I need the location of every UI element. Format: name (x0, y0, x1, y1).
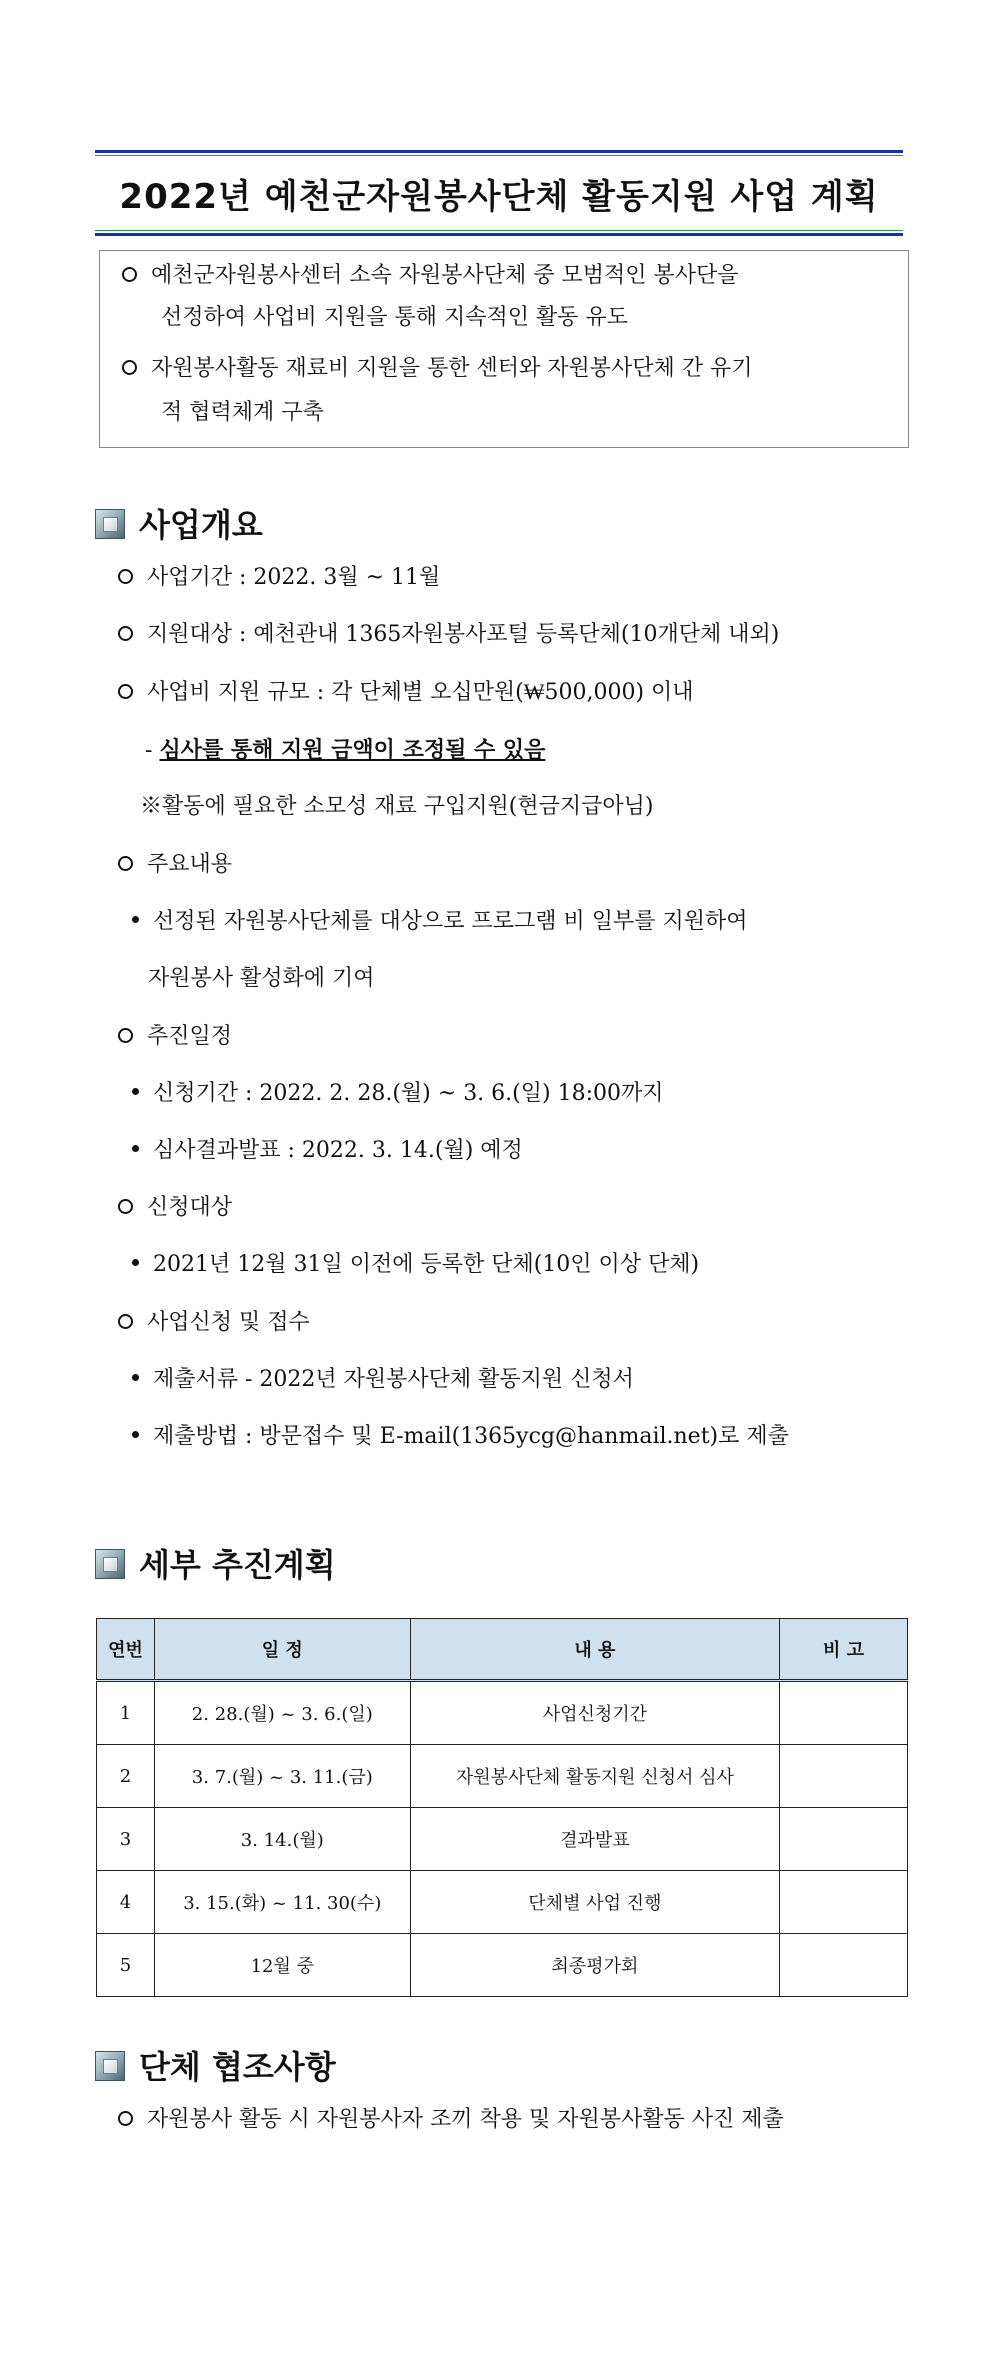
table-cell: 2 (97, 1745, 155, 1808)
table-header-cell: 비 고 (780, 1619, 908, 1681)
table-row (97, 1934, 908, 1997)
overview-applicant-heading: 신청대상 (118, 1193, 232, 1223)
overview-submit-heading: 사업신청 및 접수 (118, 1308, 310, 1338)
overview-submit-docs: 제출서류 - 2022년 자원봉사단체 활동지원 신청서 (132, 1365, 634, 1395)
table-header-cell: 내 용 (410, 1619, 779, 1681)
dot-bullet-icon (132, 1259, 139, 1266)
table-header-cell: 일 정 (154, 1619, 410, 1681)
table-cell: 1 (97, 1681, 155, 1745)
circle-bullet-icon (118, 626, 133, 641)
table-cell: 단체별 사업 진행 (410, 1871, 779, 1934)
circle-bullet-icon (118, 856, 133, 871)
table-cell: 결과발표 (410, 1808, 779, 1871)
table-header-row (97, 1619, 908, 1681)
title-box (95, 150, 903, 236)
table-cell: 자원봉사단체 활동지원 신청서 심사 (410, 1745, 779, 1808)
dot-bullet-icon (132, 1088, 139, 1095)
section-heading-cooperation: 단체 협조사항 (95, 2042, 336, 2088)
section-heading-overview: 사업개요 (95, 500, 263, 546)
overview-main-line1: 선정된 자원봉사단체를 대상으로 프로그램 비 일부를 지원하여 (132, 907, 748, 937)
circle-bullet-icon (122, 360, 137, 375)
circle-bullet-icon (122, 267, 137, 282)
table-cell (780, 1934, 908, 1997)
table-row (97, 1871, 908, 1934)
circle-bullet-icon (118, 569, 133, 584)
summary-item-1-cont: 선정하여 사업비 지원을 통해 지속적인 활동 유도 (161, 305, 629, 330)
table-cell: 3. 15.(화) ~ 11. 30(수) (154, 1871, 410, 1934)
dot-bullet-icon (132, 1374, 139, 1381)
table-cell: 12월 중 (154, 1934, 410, 1997)
overview-period: 사업기간 : 2022. 3월 ~ 11월 (118, 563, 440, 593)
table-cell (780, 1808, 908, 1871)
page-title: 2022년 예천군자원봉사단체 활동지원 사업 계획 (119, 177, 879, 217)
circle-bullet-icon (118, 2111, 133, 2126)
table-cell (780, 1681, 908, 1745)
table-row (97, 1681, 908, 1745)
table-cell: 3 (97, 1808, 155, 1871)
table-cell (780, 1871, 908, 1934)
table-cell: 사업신청기간 (410, 1681, 779, 1745)
summary-item-2: 자원봉사활동 재료비 지원을 통한 센터와 자원봉사단체 간 유기 (122, 354, 753, 384)
square-bullet-icon (95, 509, 125, 539)
overview-schedule-result: 심사결과발표 : 2022. 3. 14.(월) 예정 (132, 1136, 523, 1166)
summary-box (99, 250, 909, 448)
overview-applicant: 2021년 12월 31일 이전에 등록한 단체(10인 이상 단체) (132, 1250, 699, 1280)
overview-submit-method: 제출방법 : 방문접수 및 E-mail(1365ycg@hanmail.net)로 제출 (132, 1422, 789, 1452)
plan-table (96, 1618, 908, 1997)
overview-main-heading: 주요내용 (118, 850, 232, 880)
table-cell: 2. 28.(월) ~ 3. 6.(일) (154, 1681, 410, 1745)
table-cell: 3. 7.(월) ~ 3. 11.(금) (154, 1745, 410, 1808)
table-cell: 3. 14.(월) (154, 1808, 410, 1871)
dot-bullet-icon (132, 1145, 139, 1152)
summary-item-2-cont: 적 협력체계 구축 (161, 400, 324, 425)
overview-target: 지원대상 : 예천관내 1365자원봉사포털 등록단체(10개단체 내외) (118, 620, 779, 650)
overview-scale-note2: ※활동에 필요한 소모성 재료 구입지원(현금지급아님) (140, 794, 654, 819)
table-cell: 4 (97, 1871, 155, 1934)
table-cell: 최종평가회 (410, 1934, 779, 1997)
section-heading-plan: 세부 추진계획 (95, 1540, 336, 1586)
dot-bullet-icon (132, 916, 139, 923)
table-cell (780, 1745, 908, 1808)
table-row (97, 1808, 908, 1871)
circle-bullet-icon (118, 1314, 133, 1329)
circle-bullet-icon (118, 684, 133, 699)
overview-main-line2: 자원봉사 활성화에 기여 (148, 966, 375, 991)
circle-bullet-icon (118, 1199, 133, 1214)
table-row (97, 1745, 908, 1808)
table-header-cell: 연번 (97, 1619, 155, 1681)
summary-item-1: 예천군자원봉사센터 소속 자원봉사단체 중 모범적인 봉사단을 (122, 261, 739, 291)
overview-schedule-apply: 신청기간 : 2022. 2. 28.(월) ~ 3. 6.(일) 18:00까지 (132, 1079, 663, 1109)
overview-schedule-heading: 추진일정 (118, 1022, 232, 1052)
circle-bullet-icon (118, 1028, 133, 1043)
square-bullet-icon (95, 2051, 125, 2081)
overview-scale: 사업비 지원 규모 : 각 단체별 오십만원(₩500,000) 이내 (118, 678, 694, 708)
table-cell: 5 (97, 1934, 155, 1997)
dot-bullet-icon (132, 1431, 139, 1438)
overview-scale-note: - 심사를 통해 지원 금액이 조정될 수 있음 (145, 737, 546, 763)
cooperation-item: 자원봉사 활동 시 자원봉사자 조끼 착용 및 자원봉사활동 사진 제출 (118, 2105, 784, 2135)
square-bullet-icon (95, 1549, 125, 1579)
